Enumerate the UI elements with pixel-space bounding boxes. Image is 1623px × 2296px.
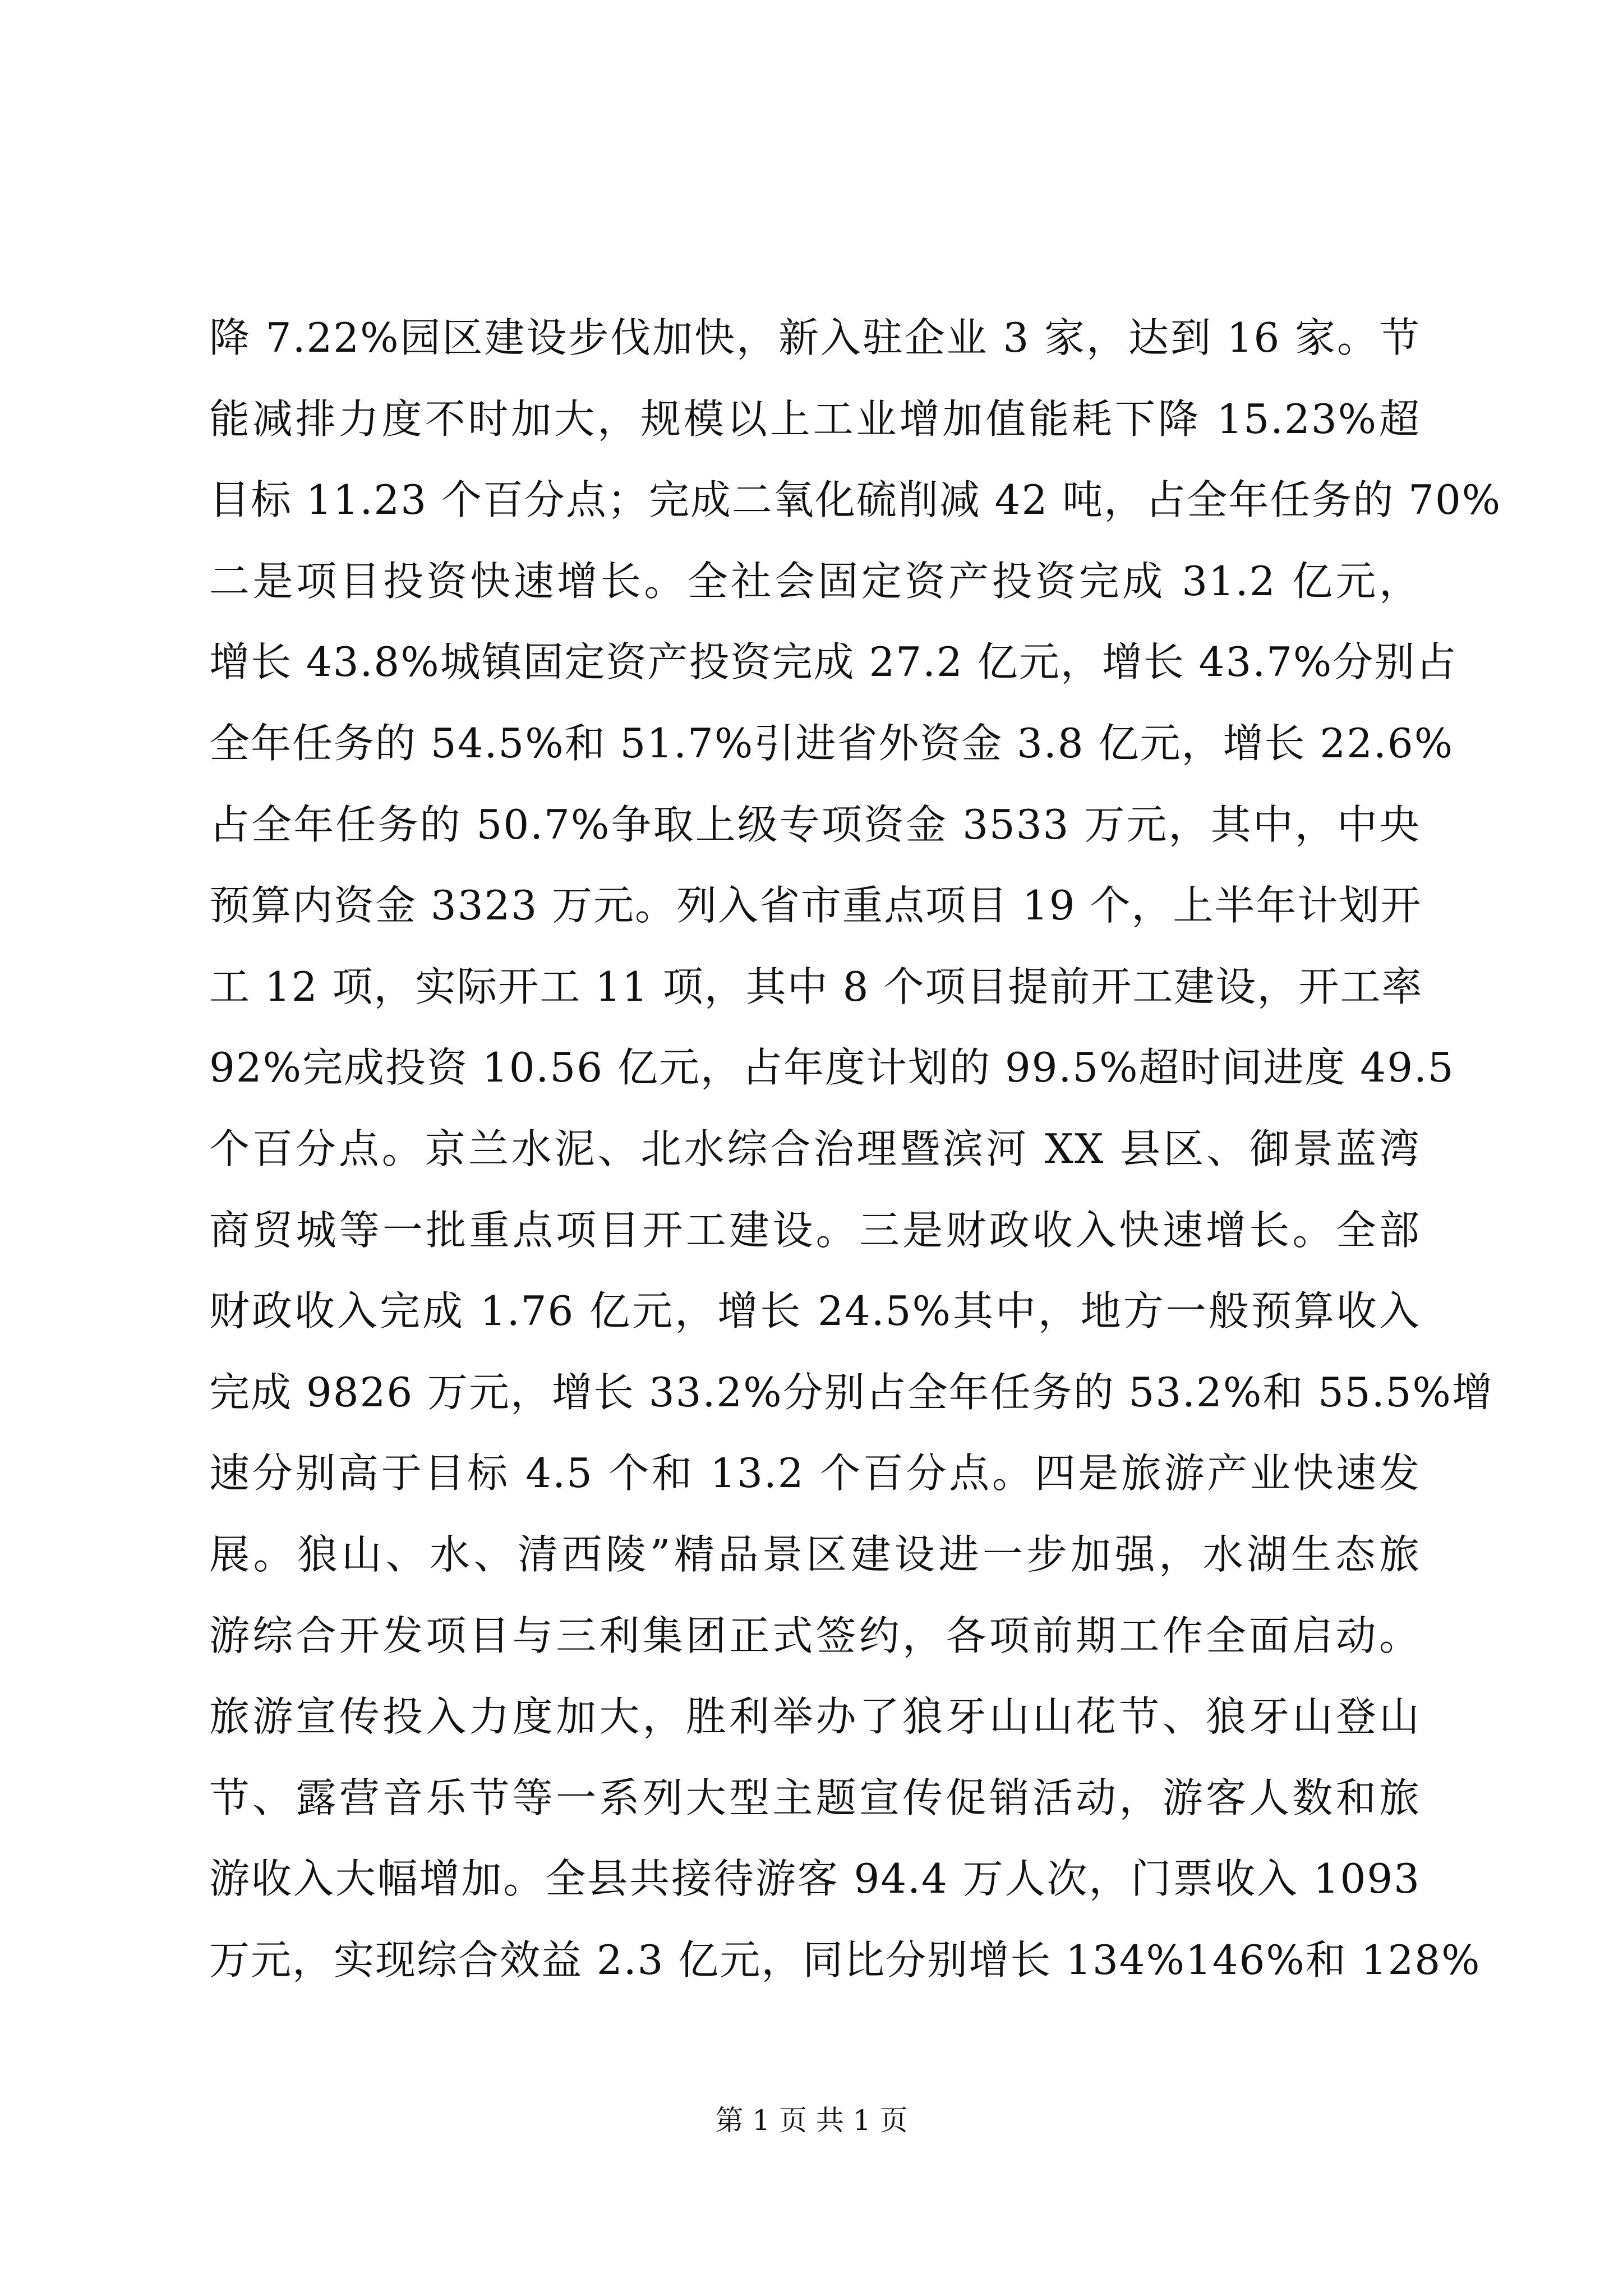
text-line: 目标 11.23 个百分点；完成二氧化硫削减 42 吨，占全年任务的 70% [209, 476, 1502, 524]
text-line: 旅游宣传投入力度加大，胜利举办了狼牙山山花节、狼牙山登山 [209, 1693, 1421, 1741]
text-line: 展。狼山、水、清西陵”精品景区建设进一步加强，水湖生态旅 [209, 1530, 1421, 1578]
page-number-footer: 第 1 页 共 1 页 [715, 2104, 908, 2137]
text-line: 能减排力度不时加大，规模以上工业增加值能耗下降 15.23%超 [209, 395, 1421, 443]
text-line: 增长 43.8%城镇固定资产投资完成 27.2 亿元，增长 43.7%分别占 [209, 638, 1458, 686]
text-line: 财政收入完成 1.76 亿元，增长 24.5%其中，地方一般预算收入 [209, 1287, 1421, 1335]
text-line: 占全年任务的 50.7%争取上级专项资金 3533 万元，其中，中央 [209, 800, 1421, 848]
text-line: 个百分点。京兰水泥、北水综合治理暨滨河 XX 县区、御景蓝湾 [209, 1125, 1421, 1172]
text-line: 商贸城等一批重点项目开工建设。三是财政收入快速增长。全部 [209, 1206, 1421, 1254]
text-line: 节、露营音乐节等一系列大型主题宣传促销活动，游客人数和旅 [209, 1774, 1421, 1821]
text-line: 92%完成投资 10.56 亿元，占年度计划的 99.5%超时间进度 49.5 [209, 1044, 1455, 1092]
text-line: 速分别高于目标 4.5 个和 13.2 个百分点。四是旅游产业快速发 [209, 1450, 1421, 1497]
text-line: 游综合开发项目与三利集团正式签约，各项前期工作全面启动。 [209, 1612, 1421, 1659]
text-line: 工 12 项，实际开工 11 项，其中 8 个项目提前开工建设，开工率 [209, 963, 1423, 1010]
text-line: 游收入大幅增加。全县共接待游客 94.4 万人次，门票收入 1093 [209, 1855, 1421, 1903]
text-line: 完成 9826 万元，增长 33.2%分别占全年任务的 53.2%和 55.5%增 [209, 1368, 1493, 1416]
text-line: 全年任务的 54.5%和 51.7%引进省外资金 3.8 亿元，增长 22.6% [209, 719, 1454, 767]
text-line: 万元，实现综合效益 2.3 亿元，同比分别增长 134%146%和 128% [209, 1936, 1481, 1984]
body-text [209, 297, 1502, 2000]
text-line: 二是项目投资快速增长。全社会固定资产投资完成 31.2 亿元， [209, 557, 1421, 605]
text-line: 降 7.22%园区建设步伐加快，新入驻企业 3 家，达到 16 家。节 [209, 314, 1421, 361]
text-line: 预算内资金 3323 万元。列入省市重点项目 19 个，上半年计划开 [209, 882, 1422, 930]
